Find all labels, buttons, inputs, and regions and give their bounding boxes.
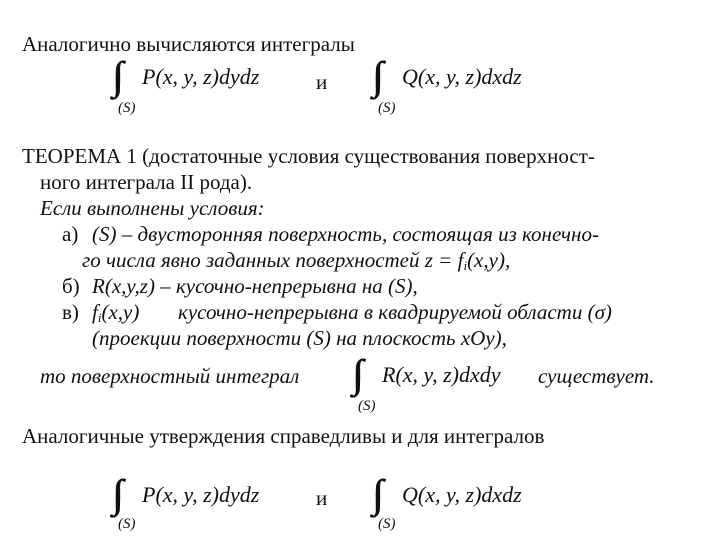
region-label: (S)	[118, 100, 136, 116]
condition-c-marker: в)	[62, 300, 79, 324]
integral-p-bottom	[112, 471, 312, 534]
conclusion-pre: то поверхностный интеграл	[40, 364, 300, 388]
theorem-heading-cont: ного интеграла II рода).	[40, 170, 253, 194]
integrand: P(x, y, z)dydz	[142, 64, 260, 89]
double-integral-sign: ∫∫	[372, 53, 374, 98]
condition-a-text: го числа явно заданных поверхностей z = f	[82, 248, 464, 272]
condition-a-args: (x,y),	[467, 248, 511, 272]
condition-a-marker: а)	[62, 222, 79, 246]
condition-c-text: кусочно-непрерывна в квадрируемой области (σ)	[178, 300, 612, 324]
function-f: f	[92, 300, 98, 324]
theorem-heading: ТЕОРЕМА 1 (достаточные условия существования поверхност-	[22, 144, 595, 168]
condition-a-line1: (S) – двусторонняя поверхность, состоящая из конечно-	[92, 222, 599, 246]
integrand: P(x, y, z)dydz	[142, 482, 260, 507]
condition-b-marker: б)	[62, 274, 80, 298]
index-i: i	[97, 310, 102, 325]
and-word: и	[316, 70, 328, 94]
double-integral-sign: ∫∫	[112, 471, 114, 516]
condition-c-line2: (проекции поверхности (S) на плоскость xOy),	[92, 326, 507, 350]
region-label: (S)	[118, 516, 136, 532]
and-word: и	[316, 486, 328, 510]
integrand: R(x, y, z)dxdy	[382, 362, 501, 387]
conditions-intro: Если выполнены условия:	[40, 196, 265, 220]
integrand: Q(x, y, z)dxdz	[402, 64, 522, 89]
outro-text: Аналогичные утверждения справедливы и для интегралов	[22, 424, 545, 448]
conclusion-post: существует.	[538, 364, 655, 388]
region-label: (S)	[358, 398, 376, 414]
condition-b-line: R(x,y,z) – кусочно-непрерывна на (S),	[92, 274, 418, 298]
integral-q-bottom	[372, 471, 572, 534]
integral-q-top	[372, 53, 572, 116]
region-label: (S)	[378, 516, 396, 532]
double-integral-sign: ∫∫	[372, 471, 374, 516]
integral-p-top	[112, 53, 312, 116]
region-label: (S)	[378, 100, 396, 116]
double-integral-sign: ∫∫	[352, 351, 354, 396]
function-args: (x,y)	[101, 300, 140, 324]
integrand: Q(x, y, z)dxdz	[402, 482, 522, 507]
double-integral-sign: ∫∫	[112, 53, 114, 98]
condition-c-line	[92, 302, 139, 324]
condition-a-line2	[82, 250, 510, 272]
index-i: i	[463, 258, 468, 273]
integral-r	[352, 351, 552, 414]
intro-text: Аналогично вычисляются интегралы	[22, 32, 355, 56]
